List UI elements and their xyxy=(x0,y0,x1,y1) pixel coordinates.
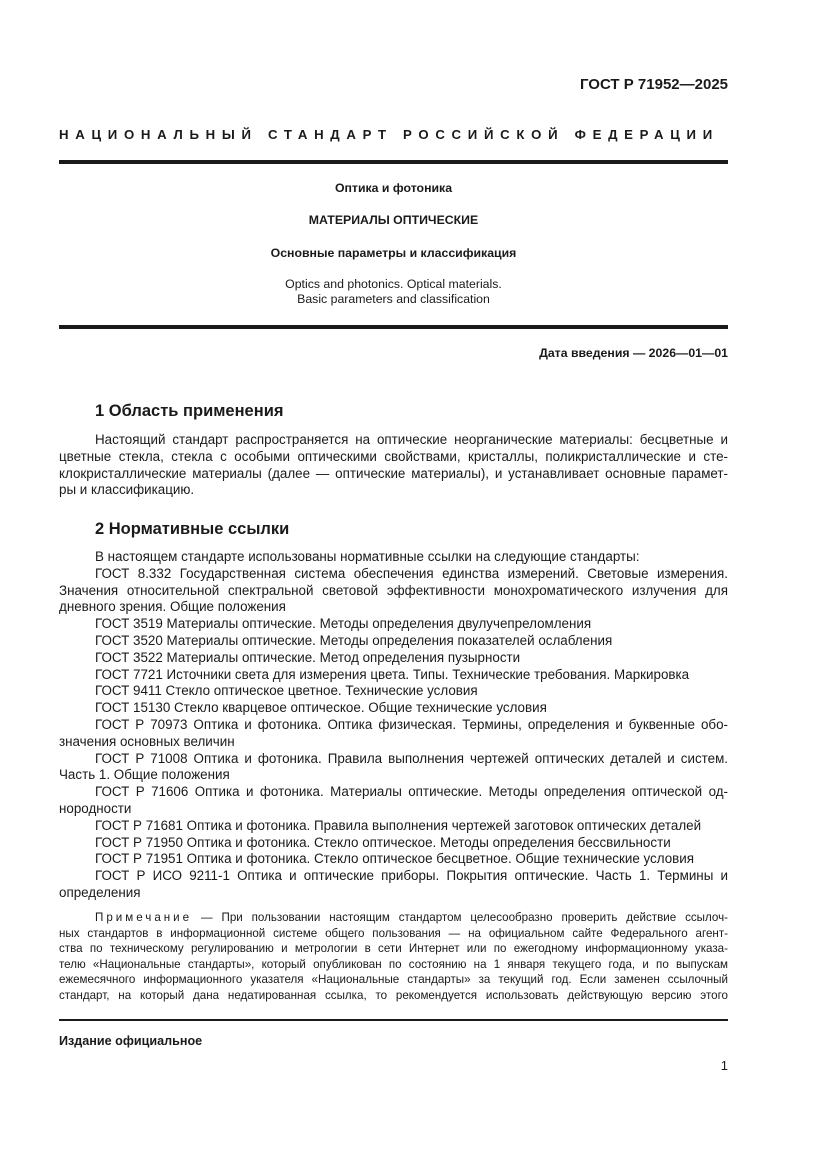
reference-line: Значения относительной спектральной световой эффективности монохроматического излучения для xyxy=(59,582,728,598)
section-1-line: ры и классификацию. xyxy=(59,482,195,498)
gost-number: ГОСТ Р 71952—2025 xyxy=(579,76,728,93)
note-first-line xyxy=(59,910,728,926)
note-line: ства по техническому регулированию и метрологии в сети Интернет или по ежегодному информационному указа- xyxy=(59,942,728,956)
note-line: телю «Национальные стандарты», который опубликован по состоянию на 1 января текущего года, и по выпускам xyxy=(59,957,728,971)
section-1-line: Настоящий стандарт распространяется на оптические неорганические материалы: бесцветные и xyxy=(95,432,728,447)
reference-line: ГОСТ 3519 Материалы оптические. Методы определения двулучепреломления xyxy=(95,616,592,632)
section-1-line: клокристаллические материалы (далее — оптические материалы), и устанавливает основные парамет- xyxy=(59,465,728,481)
section-1-line: цветные стекла, стекла с особыми оптическими свойствами, кристаллы, поликристаллические и сте- xyxy=(59,448,728,464)
section-1-body xyxy=(59,432,728,499)
page-number: 1 xyxy=(720,1058,728,1073)
title-english-line-2: Basic parameters and classification xyxy=(297,292,490,306)
reference-line: ГОСТ Р 71606 Оптика и фотоника. Материалы оптические. Методы определения оптической од- xyxy=(95,784,728,800)
note-line: ных стандартов в информационной системе общего пользования — на официальном сайте Федерального агент- xyxy=(59,926,728,940)
footer-divider xyxy=(59,1019,728,1021)
reference-line: ГОСТ 7721 Источники света для измерения цвета. Типы. Технические требования. Маркировка xyxy=(95,666,690,682)
title-field: Оптика и фотоника xyxy=(334,181,453,195)
section-1-heading: 1 Область применения xyxy=(95,402,284,420)
reference-line: значения основных величин xyxy=(59,733,235,749)
title-english-line-1: Optics and photonics. Optical materials. xyxy=(285,277,502,291)
reference-line: В настоящем стандарте использованы нормативные ссылки на следующие стандарты: xyxy=(95,549,640,564)
reference-line: ГОСТ Р 70973 Оптика и фотоника. Оптика физическая. Термины, определения и буквенные обо- xyxy=(95,716,728,732)
note-label: Примечание xyxy=(95,911,193,924)
reference-line: ГОСТ Р 71008 Оптика и фотоника. Правила выполнения чертежей оптических деталей и систем. xyxy=(95,750,728,766)
note-line: стандарт, на который дана недатированная ссылка, то рекомендуется использовать действующую версию этого xyxy=(59,988,728,1002)
top-divider xyxy=(59,160,728,164)
section-2-body xyxy=(59,549,728,902)
title-main: МАТЕРИАЛЫ ОПТИЧЕСКИЕ xyxy=(308,213,479,227)
reference-line: ГОСТ 3520 Материалы оптические. Методы определения показателей ослабления xyxy=(95,632,613,648)
reference-line: ГОСТ Р 71951 Оптика и фотоника. Стекло оптическое бесцветное. Общие технические условия xyxy=(95,851,694,867)
reference-line: ГОСТ Р 71950 Оптика и фотоника. Стекло оптическое. Методы определения бессвильности xyxy=(95,834,671,850)
reference-line: ГОСТ Р ИСО 9211-1 Оптика и оптические приборы. Покрытия оптические. Часть 1. Термины и xyxy=(95,868,728,884)
reference-line: ГОСТ 15130 Стекло кварцевое оптическое. Общие технические условия xyxy=(95,700,547,716)
reference-line: определения xyxy=(59,884,141,900)
reference-line: ГОСТ 8.332 Государственная система обеспечения единства измерений. Световые измерения. xyxy=(95,565,728,581)
reference-line: ГОСТ 9411 Стекло оптическое цветное. Технические условия xyxy=(95,683,478,699)
reference-line: дневного зрения. Общие положения xyxy=(59,599,286,615)
reference-line: Часть 1. Общие положения xyxy=(59,767,230,783)
title-sub: Основные параметры и классификация xyxy=(270,246,517,260)
reference-line: ГОСТ 3522 Материалы оптические. Метод определения пузырности xyxy=(95,649,521,665)
note-block xyxy=(59,910,728,1004)
reference-line: ГОСТ Р 71681 Оптика и фотоника. Правила выполнения чертежей заготовок оптических деталей xyxy=(95,817,702,833)
introduction-date: Дата введения — 2026—01—01 xyxy=(539,346,728,360)
reference-line: нородности xyxy=(59,800,132,816)
official-edition-label: Издание официальное xyxy=(59,1034,203,1048)
note-text: — При пользовании настоящим стандартом целесообразно проверить действие ссылоч- xyxy=(192,911,728,924)
note-line: ежемесячного информационного указателя «Национальные стандарты» за текущий год. Если заменен ссылочный xyxy=(59,973,728,987)
section-2-heading: 2 Нормативные ссылки xyxy=(95,520,290,538)
national-standard-banner: НАЦИОНАЛЬНЫЙ СТАНДАРТ РОССИЙСКОЙ ФЕДЕРАЦИИ xyxy=(59,127,719,142)
title-divider xyxy=(59,325,728,329)
